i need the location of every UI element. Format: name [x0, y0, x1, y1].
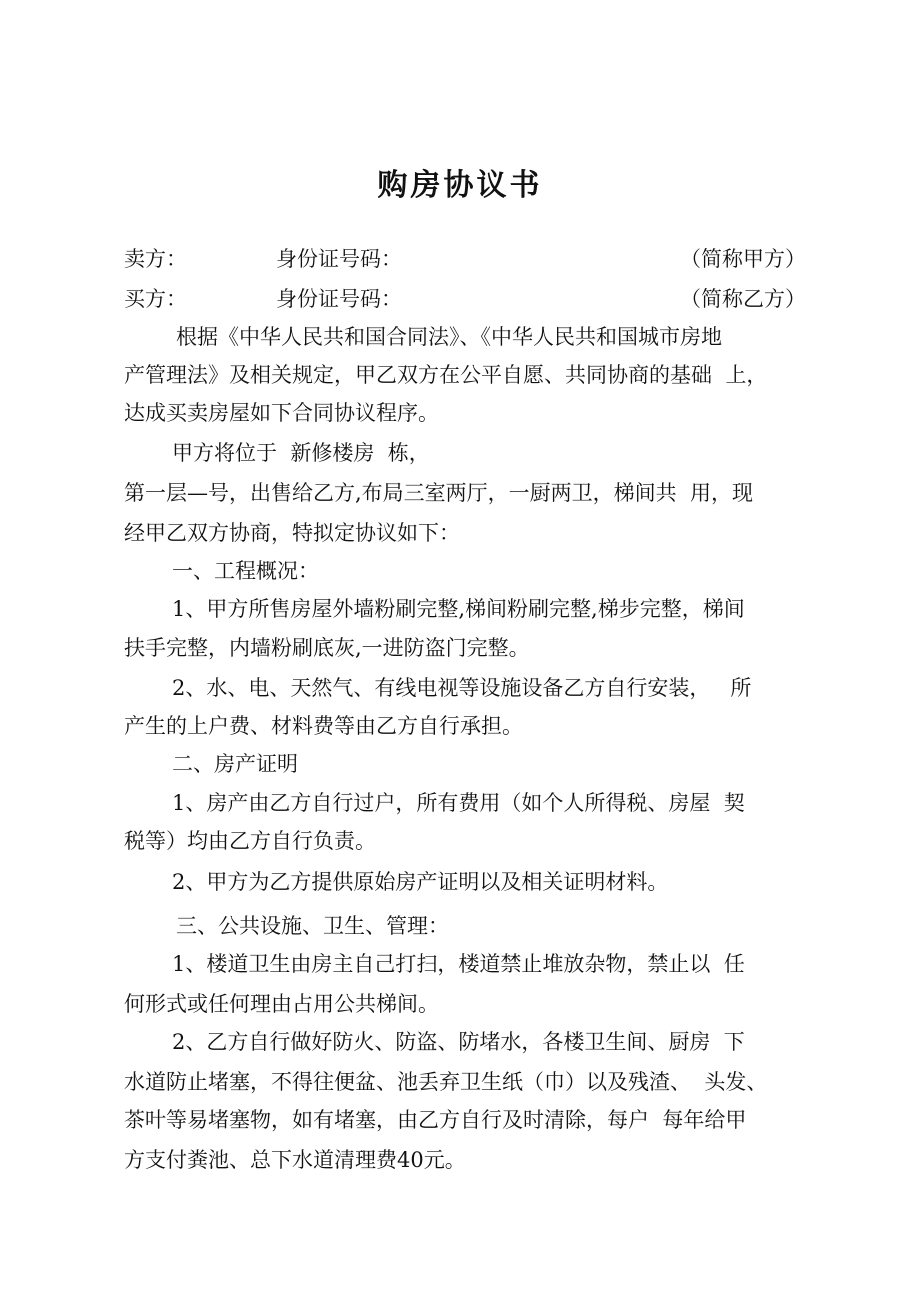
- body-line: 根据《中华人民共和国合同法》、《中华人民共和国城市房地: [176, 325, 722, 349]
- body-line: 茶叶等易堵塞物，如有堵塞，由乙方自行及时清除，每户 每年给甲: [124, 1108, 747, 1132]
- body-line: 产管理法》及相关规定，甲乙双方在公平自愿、共同协商的基础 上，: [124, 363, 768, 387]
- seller-alias: （简称甲方）: [680, 247, 806, 271]
- body-line: 扶手完整，内墙粉刷底灰,一进防盗门完整。: [124, 636, 530, 660]
- body-line: 何形式或任何理由占用公共梯间。: [124, 992, 439, 1016]
- body-line: 经甲乙双方协商，特拟定协议如下：: [124, 521, 460, 545]
- buyer-alias: （简称乙方）: [680, 287, 806, 311]
- section-heading: 二、房产证明: [172, 752, 298, 776]
- body-line: 甲方将位于 新修楼房 栋，: [172, 441, 430, 465]
- section-heading: 一、工程概况：: [172, 559, 319, 583]
- seller-label: 卖方：: [124, 247, 187, 271]
- body-line: 第一层—号，出售给乙方,布局三室两厅，一厨两卫，梯间共 用，现: [124, 481, 754, 505]
- body-line: 2、水、电、天然气、有线电视等设施设备乙方自行安装， 所: [172, 676, 752, 700]
- body-line: 产生的上户费、材料费等由乙方自行承担。: [124, 714, 523, 738]
- body-line: 1、楼道卫生由房主自己打扫，楼道禁止堆放杂物，禁止以 任: [172, 952, 745, 976]
- body-line: 水道防止堵塞，不得往便盆、池丢弃卫生纸（巾）以及残渣、 头发、: [124, 1070, 768, 1094]
- section-heading: 三、公共设施、卫生、管理：: [176, 914, 449, 938]
- buyer-label: 买方：: [124, 287, 187, 311]
- body-line: 2、甲方为乙方提供原始房产证明以及相关证明材料。: [172, 870, 669, 894]
- body-line: 达成买卖房屋如下合同协议程序。: [124, 401, 439, 425]
- body-line: 1、甲方所售房屋外墙粉刷完整,梯间粉刷完整,梯步完整，梯间: [172, 597, 745, 621]
- body-line: 方支付粪池、总下水道清理费40元。: [124, 1148, 466, 1172]
- buyer-id-label: 身份证号码：: [276, 287, 402, 311]
- body-line: 2、乙方自行做好防火、防盗、防堵水，各楼卫生间、厨房 下: [172, 1030, 745, 1054]
- seller-id-label: 身份证号码：: [276, 247, 402, 271]
- body-line: 1、房产由乙方自行过户，所有费用（如个人所得税、房屋 契: [172, 791, 745, 815]
- document-title: 购房协议书: [377, 168, 543, 203]
- body-line: 税等）均由乙方自行负责。: [124, 829, 376, 853]
